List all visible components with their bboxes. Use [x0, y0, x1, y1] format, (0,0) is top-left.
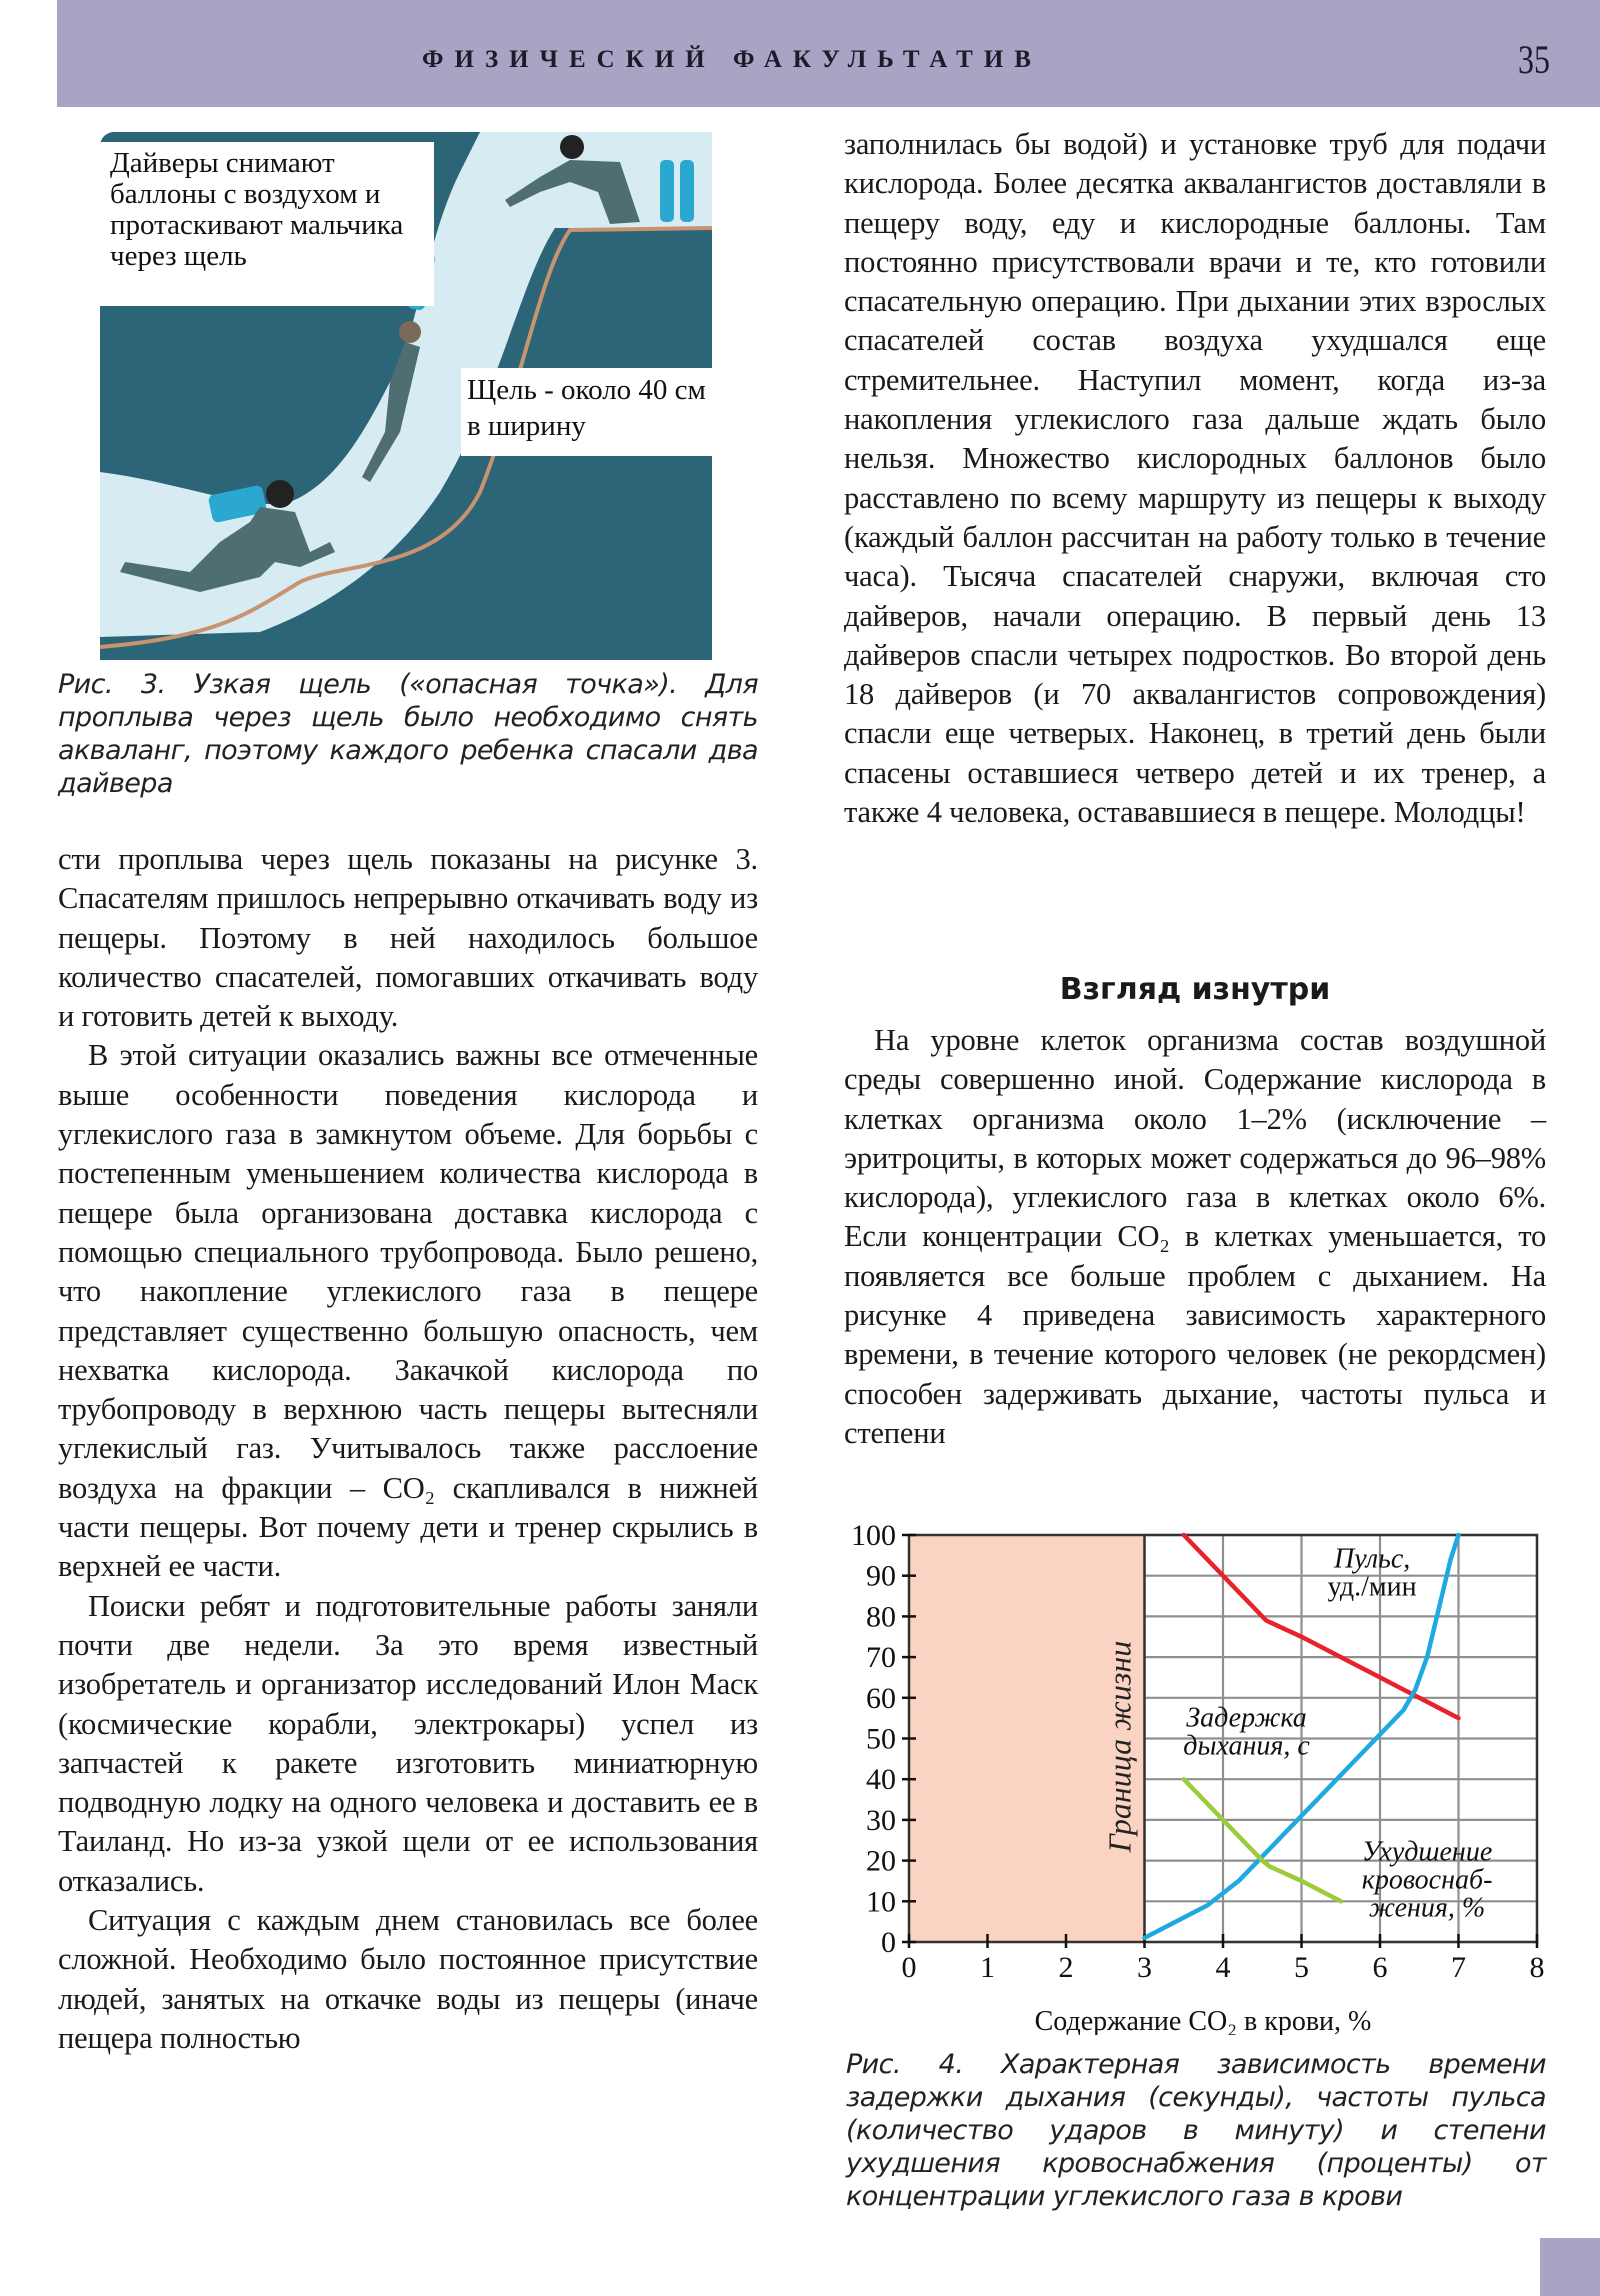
section-heading: Взгляд изнутри — [1059, 972, 1331, 1007]
series-annotation: уд./мин — [1327, 1571, 1417, 1603]
air-tank-icon — [680, 160, 694, 222]
diver-head — [560, 135, 584, 159]
figure-3-illustration — [100, 132, 712, 660]
child-head — [399, 321, 421, 343]
running-header — [57, 0, 1600, 107]
y-tick-label: 80 — [866, 1600, 896, 1634]
paragraph: Ситуация с каждым днем становилась все более сложной. Необходимо было постоянное присутствие людей, занятых на откачке воды из пещеры (иначе пещера полностью — [58, 1903, 758, 2055]
y-tick-label: 100 — [851, 1519, 896, 1552]
x-tick-label: 8 — [1529, 1951, 1545, 1984]
series-annotation: жения, % — [1368, 1892, 1486, 1924]
y-tick-label: 40 — [866, 1763, 896, 1797]
x-axis-label: Содержание CO₂ в крови, % — [1034, 2006, 1372, 2035]
paragraph: В этой ситуации оказались важны все отмеченные выше особенности поведения кислорода и углекислого газа в замкнутом объеме. Для борьбы с постепенным уменьшением количества кислорода в пещере была организована доставка кислорода с помощью специального трубопровода. Было решено, что накопление углекислого газа в пещере представляет существенно большую опасность, чем нехватка кислорода. Закачкой кислорода по трубопроводу в верхнюю часть пещеры вытесняли углекислый газ. Учитывалось также расслоение воздуха на фракции – CO₂ скапливался в нижней части пещеры. Вот почему дети и тренер скрылись в верхней ее части. — [58, 1038, 758, 1584]
life-limit-label: Граница жизни — [1101, 1640, 1138, 1853]
right-column-text-top — [844, 125, 1546, 832]
co2-line-chart — [830, 1515, 1550, 2035]
air-tank-icon — [660, 160, 674, 222]
page-number: 35 — [1518, 37, 1550, 82]
series-annotation: Ухудшение — [1361, 1836, 1493, 1868]
x-tick-label: 0 — [901, 1951, 917, 1984]
figure-3-caption: Рис. 3. Узкая щель («опасная точка»). Для проплыва через щель было необходимо снять акваланг, поэтому каждого ребенка спасали два дайвера — [58, 669, 758, 799]
page-corner-tab — [1540, 2238, 1600, 2296]
x-tick-label: 4 — [1215, 1951, 1231, 1984]
y-tick-label: 10 — [866, 1885, 896, 1919]
x-tick-label: 3 — [1137, 1951, 1152, 1984]
x-tick-label: 1 — [980, 1951, 995, 1984]
x-tick-label: 7 — [1451, 1951, 1466, 1984]
paragraph: заполнилась бы водой) и установке труб для подачи кислорода. Более десятка аквалангистов доставляли в пещеру воду, еду и кислородные баллоны. Там постоянно присутствовали врачи и те, кто готовили спасательную операцию. При дыхании этих взрослых спасателей состав воздуха ухудшался еще стремительнее. Наступил момент, когда из-за накопления углекислого газа дальше ждать было нельзя. Множество кислородных баллонов было расставлено по всему маршруту из пещеры к выходу (каждый баллон рассчитан на работу только в течение часа). Тысяча спасателей снаружи, включая сто дайверов, начали операцию. В первый день 13 дайверов спасли четырех подростков. Во второй день 18 дайверов (и 70 аквалангистов сопровождения) спасли еще четверых. Наконец, в третий день были спасены оставшиеся четверо детей и их тренер, а также 4 человека, остававшиеся в пещере. Молодцы! — [844, 127, 1546, 830]
y-tick-label: 30 — [866, 1803, 896, 1837]
x-tick-label: 6 — [1372, 1951, 1388, 1984]
paragraph: На уровне клеток организма состав воздушной среды совершенно иной. Содержание кислорода в клетках организма около 1–2% (исключение – эритроциты, в которых может содержаться до 96–98% кислорода), углекислого газа в клетках около 6%. Если концентрации CO₂ в клетках уменьшается, то появляется все больше проблем с дыханием. На рисунке 4 приведена зависимость характерного времени, в течение которого человек (не рекордсмен) способен задерживать дыхание, частоты пульса и степени — [844, 1023, 1546, 1450]
paragraph: сти проплыва через щель показаны на рисунке 3. Спасателям пришлось непрерывно откачивать воду из пещеры. Поэтому в ней находилось большое количество спасателей, помогавших откачивать воду и готовить детей к выходу. — [58, 842, 758, 1034]
y-tick-label: 90 — [866, 1559, 896, 1593]
figure-4-caption: Рис. 4. Характерная зависимость времени задержки дыхания (секунды), частоты пульса (количество ударов в минуту) и степени ухудшения кровоснабжения (проценты) от концентрации углекислого газа в крови — [846, 2049, 1546, 2212]
series-annotation: Задержка — [1186, 1702, 1307, 1734]
paragraph: Поиски ребят и подготовительные работы заняли почти две недели. За это время известный изобретатель и организатор исследований Илон Маск (космические корабли, электрокары) успел из запчастей к ракете изготовить миниатюрную подводную лодку на одного человека и доставить ее в Таиланд. Но из-за узкой щели от ее использования отказались. — [58, 1588, 758, 1898]
x-tick-label: 2 — [1058, 1951, 1074, 1984]
right-column-text-bottom — [844, 1021, 1546, 1453]
series-annotation: дыхания, с — [1183, 1730, 1310, 1762]
figure-3-label-gap-width: Щель - около 40 см в ширину — [461, 368, 712, 456]
figure-4-chart — [830, 1515, 1550, 2035]
left-column-text — [58, 840, 758, 2058]
y-tick-label: 0 — [881, 1926, 896, 1959]
y-tick-label: 70 — [866, 1641, 896, 1675]
x-tick-label: 5 — [1294, 1951, 1309, 1984]
diver-bottom-head — [266, 480, 294, 508]
y-tick-label: 50 — [866, 1722, 896, 1756]
series-annotation: кровоснаб- — [1361, 1864, 1493, 1896]
series-annotation: Пульс, — [1334, 1543, 1411, 1575]
figure-3-label-divers: Дайверы снимают баллоны с воздухом и протаскивают мальчика через щель — [100, 142, 434, 306]
y-tick-label: 60 — [866, 1681, 896, 1715]
journal-section-title: ФИЗИЧЕСКИЙ ФАКУЛЬТАТИВ — [422, 46, 1042, 73]
y-tick-label: 20 — [866, 1844, 896, 1878]
